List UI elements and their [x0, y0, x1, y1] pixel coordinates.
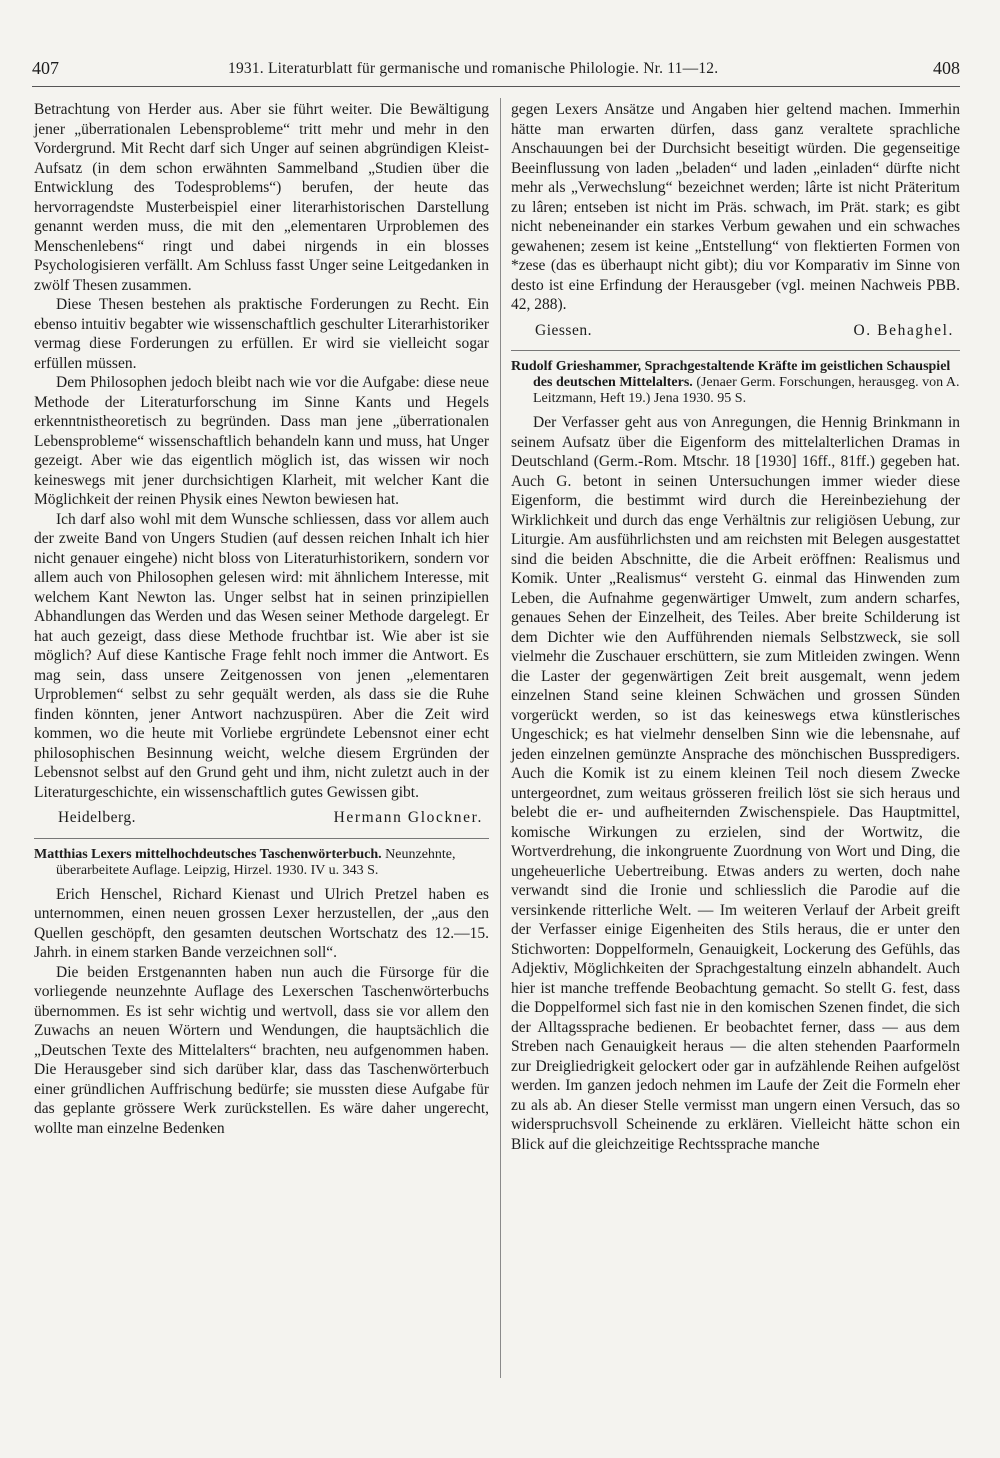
paragraph: Der Verfasser geht aus von Anregungen, die Hennig Brinkmann in seinem Aufsatz über die Eigenform des mittelalterlichen Dramas in Deutschland (Germ.-Rom. Mtschr. 18 [1930] 16ff., 81ff.) gegeben hat. Auch G. betont in seinen Untersuchungen immer wieder diese Eigenform, die bestimmt wird durch die Hereinbeziehung der Wirklichkeit und durch das enge Verhältnis zur religiösen Uebung, zur Liturgie. Am ausführlichsten und am reichsten mit Belegen ausgestattet sind die beiden Abschnitte, die die Arbeit eröffnen: Realismus und Komik. Unter „Realismus“ versteht G. einmal das Hinwenden zum Leben, die Aufnahme gegenwärtiger Umwelt, zum andern scharfes, genaues Sehen der Einzelheit, des Teiles. Aber breite Schilderung ist dem Dichter wie den Aufführenden niemals Selbstzweck, sie soll vielmehr die Zuschauer erschüttern, sie zum Mitleiden zwingen. Wenn die Laster der gegenwärtigen Zeit breit ausgemalt, wenn jedem einzelnen Stand seine kleinen Schwächen und grossen Sünden vorgerückt werden, so ist das keineswegs etwa künstlerisches Ungeschick; es hat vielmehr denselben Sinn wie die lebensnahe, auf jeden einzelnen gemünzte Ansprache des mönchischen Busspredigers. Auch die Komik ist zu einem kleinen Teil noch diesem Zwecke untergeordnet, zum weitaus grösseren freilich löst sie sich heraus und belebt die er- und aufheiternden Zwischenspiele. Das Hauptmittel, komische Wirkungen zu erzielen, sind der Wortwitz, die Wortverdrehung, die inkongruente Zuordnung von Wort und Ding, die ungeheuerliche Uebertreibung. Etwas anders zu werten, doch nahe verwandt sind die Ironie und schliesslich die Parodie auf die versinkende ritterliche Welt. — Im weiteren Verlauf der Arbeit greift der Verfasser einige Eigenheiten des Stils heraus, die er unter den Stichworten: Doppelformeln, Genauigkeit, Lockerung des Gefühls, das Adjektiv, Möglichkeiten der Sprachgestaltung einzeln abhandelt. Auch hier ist manche treffende Beobachtung gemacht. So stellt G. fest, dass die Doppelformel sich fast nie in den komischen Szenen findet, die sich der Alltagssprache bedienen. Er beobachtet ferner, dass — aus dem Streben nach Genauigkeit heraus — die alten stehenden Paarformeln zur Dreigliedrigkeit gelockert oder gar in aufzählende Reihen aufgelöst werden. Im ganzen jedoch nehmen im Laufe der Zeit die Formeln eher zu als ab. An dieser Stelle vermisst man ungern einen Versuch, das so widerspruchsvoll Scheinende zu erklären. Vielleicht hätte schon ein Blick auf die gleichzeitige Rechtssprache manche [511, 414, 960, 1153]
paragraph: Ich darf also wohl mit dem Wunsche schliessen, dass vor allem auch der zweite Band von Ungers Studien (auf dessen reichen Inhalt ich hier nicht genauer eingehe) nicht bloss von Literaturhistorikern, sondern vor allem auch von Philosophen gelesen wird: mit ähnlichem Interesse, mit welchem Kant Newton las. Unger selbst hat in seinen prinzipiellen Abhandlungen das Werden und das Wesen seiner Methode dargelegt. Er hat auch gezeigt, dass diese Methode fruchtbar ist. Wie aber ist sie möglich? Auf diese Kantische Frage fehlt noch immer die Antwort. Es mag sein, dass unsere Zeitgenossen von jenen „elementaren Urproblemen“ selbst zu sehr gequält werden, als dass sie die Ruhe finden könnten, jener Antwort nachzuspüren. Aber die Zeit wird kommen, wo die heute mit Vorliebe ergründete Lebensnot einer echt philosophischen Besinnung weicht, welche diesem Ergründen der Lebensnot selbst auf den Grund geht und ihm, nicht zuletzt auch in der Literaturgeschichte, ein wissenschaftlich gutes Gewissen gibt. [34, 510, 489, 801]
paragraph: Erich Henschel, Richard Kienast und Ulrich Pretzel haben es unternommen, einen neuen grossen Lexer herzustellen, der „aus den Quellen geschöpft, den gesamten deutschen Wortschatz des 12.—15. Jahrh. in einem starken Bande verzeichnen soll“. [34, 885, 489, 961]
running-title: 1931. Literaturblatt für germanische und romanische Philologie. Nr. 11—12. [228, 60, 719, 77]
signature-author: Hermann Glockner. [333, 809, 483, 826]
page-number-right: 408 [933, 58, 960, 78]
page-header [32, 52, 960, 86]
review-separator [34, 838, 489, 839]
review-heading [511, 359, 960, 407]
review-title: Rudolf Grieshammer, Sprachgestaltende Kräfte im geistlichen Schauspiel des deutschen Mittelalters. [511, 359, 951, 390]
left-column [34, 100, 489, 1138]
header-rule [32, 86, 960, 87]
paragraph: Diese Thesen bestehen als praktische Forderungen zu Recht. Ein ebenso intuitiv begabter wie wissenschaftlich geschulter Literarhistoriker vermag diese Forderungen zu erfüllen. Er wird sie vielleicht sogar erfüllen müssen. [34, 296, 489, 372]
review-heading [34, 847, 489, 879]
review-separator [511, 350, 960, 351]
paragraph: gegen Lexers Ansätze und Angaben hier geltend machen. Immerhin hätte man erwarten dürfen, dass ganz veraltete sprachliche Anschauungen bei der Durchsicht beseitigt würden. Die gegenseitige Beeinflussung von laden „beladen“ und laden „einladen“ dürfte nicht mehr als „Verwechslung“ bezeichnet werden; lârte ist nicht Präteritum zu lâren; entseben ist nicht im Präs. schwach, im Prät. stark; es gibt nicht nebeneinander ein starkes Verbum gewahen und ein schwaches gewahenen; zesem ist keine „Entstellung“ von flektierten Formen von *zese (das es überhaupt nicht gibt); diu vor Komparativ im Sinne von desto ist eine Erfindung der Herausgeber (vgl. meinen Nachweis PBB. 42, 288). [511, 101, 960, 313]
signature [34, 808, 489, 828]
review-biblio: (Jenaer Germ. Forschungen, herausgeg. von A. Leitzmann, Heft 19.) Jena 1930. 95 S. [533, 375, 960, 406]
right-column [511, 100, 960, 1154]
paragraph: Dem Philosophen jedoch bleibt nach wie vor die Aufgabe: diese neue Methode der Literaturforschung im Sinne Kants und Hegels erkenntnistheoretisch zu begründen. Dass man jene „überrationalen Lebensprobleme“ wissenschaftlich behandeln kann und muss, hat Unger gezeigt. Aber wie das eigentlich möglich ist, das wissen wir noch keineswegs mit jener durchsichtigen Klarheit, mit welcher Kant die Möglichkeit der reinen Physik eines Newton bewiesen hat. [34, 374, 489, 508]
review-biblio: Neunzehnte, überarbeitete Auflage. Leipzig, Hirzel. 1930. IV u. 343 S. [56, 846, 456, 878]
paragraph: Die beiden Erstgenannten haben nun auch die Fürsorge für die vorliegende neunzehnte Auflage des Lexerschen Taschenwörterbuchs übernommen. Es ist sehr wichtig und wertvoll, dass sie vor allem den Zuwachs an neuen Wörtern und Wendungen, die hauptsächlich die „Deutschen Texte des Mittelalters“ brachten, neu aufgenommen haben. Die Herausgeber sind sich darüber klar, dass das Taschenwörterbuch einer gründlichen Auffrischung bedürfe; sie mussten diese Aufgabe für das geplante grössere Werk zurückstellen. Es wäre daher ungerecht, wollte man einzelne Bedenken [34, 963, 489, 1137]
signature-author: O. Behaghel. [853, 321, 954, 339]
column-divider [500, 98, 501, 1378]
signature [511, 321, 960, 341]
page-number-left: 407 [32, 58, 59, 78]
signature-place: Heidelberg. [58, 809, 136, 826]
signature-place: Giessen. [535, 321, 592, 339]
review-title: Matthias Lexers mittelhochdeutsches Taschenwörterbuch. [34, 846, 382, 862]
paragraph: Betrachtung von Herder aus. Aber sie führt weiter. Die Bewältigung jener „überrationalen Lebensprobleme“ tritt mehr und mehr in den Vordergrund. Mit Recht darf sich Unger auf seinen abgründigen Kleist-Aufsatz (in dem schon erwähnten Sammelband „Studien über die Entwicklung des Todesproblems“) berufen, der heute das hervorragendste Musterbeispiel einer literarhistorischen Darstellung genannt werden muss, die mit den „elementaren Urproblemen des Menschenlebens“ ringt und dabei nirgends in ein blosses Psychologisieren verfällt. Am Schluss fasst Unger seine Leitgedanken in zwölf Thesen zusammen. [34, 101, 489, 294]
